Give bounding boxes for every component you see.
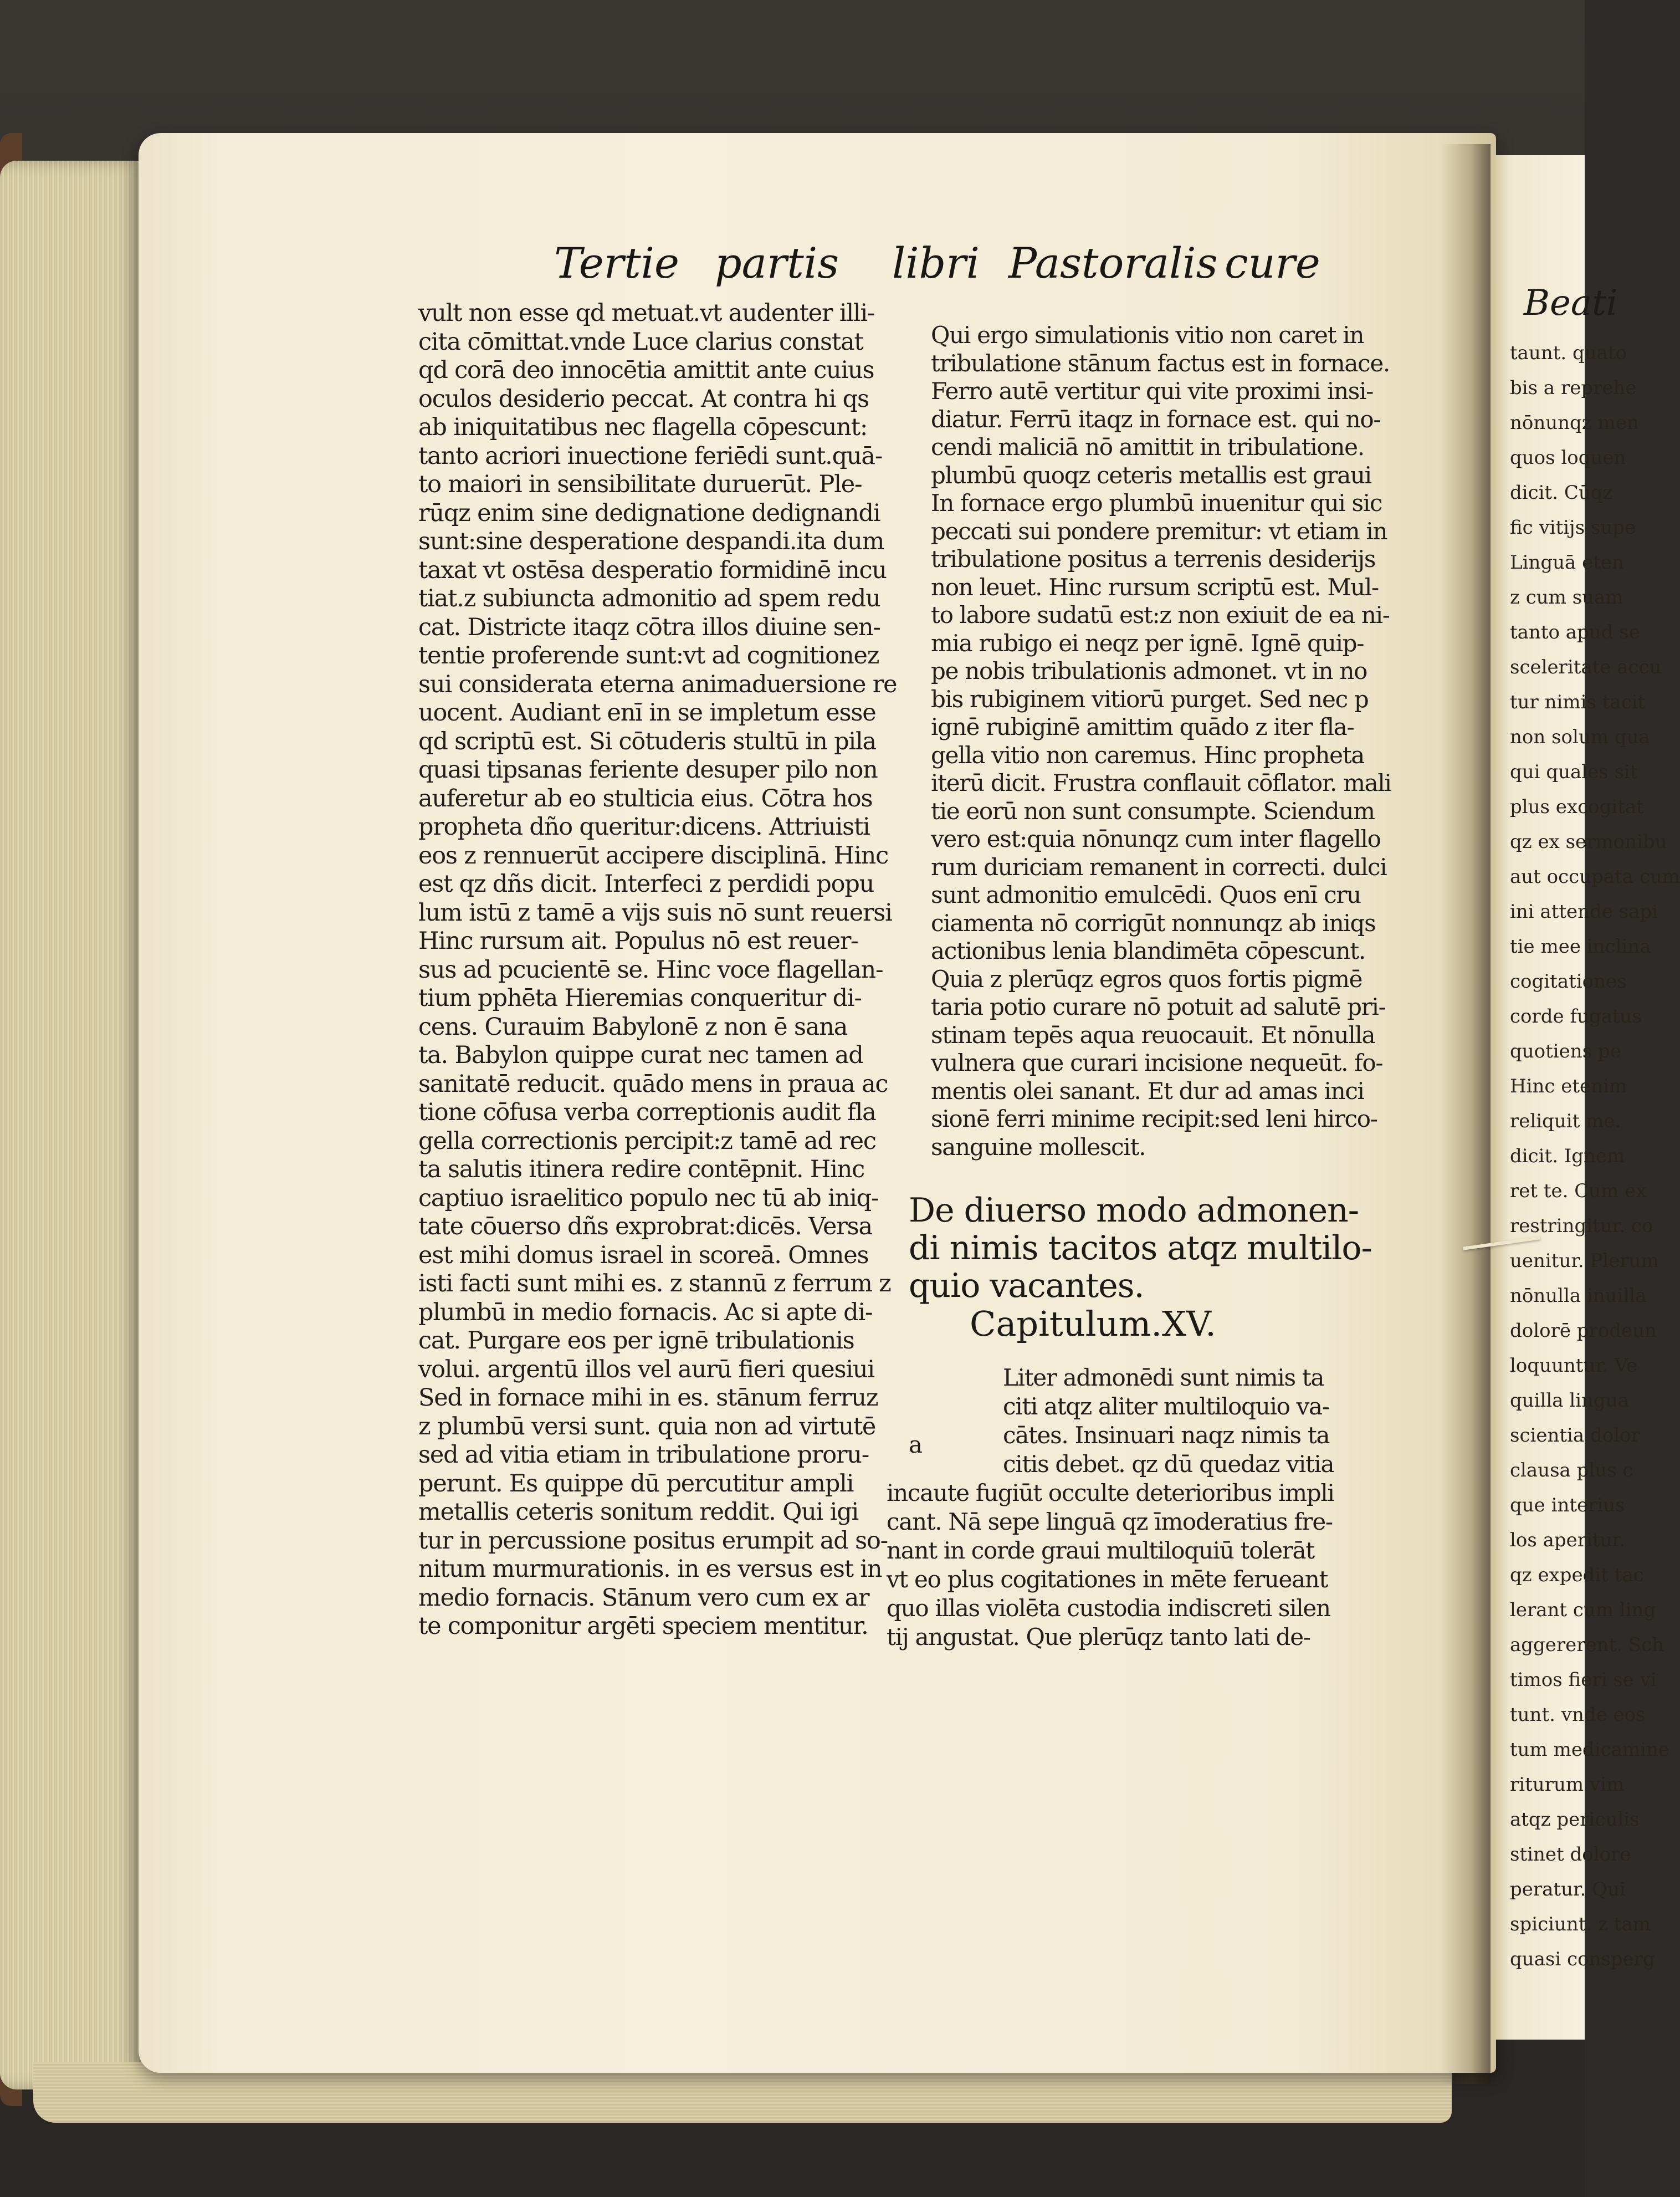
text-line: cens. Curauim Babylonē z non ē sana <box>418 1013 848 1041</box>
facing-page-line: aggererent. Sch <box>1510 1634 1664 1656</box>
facing-page-line: reliquit me. <box>1510 1110 1621 1132</box>
text-line: iterū dicit. Frustra conflauit cōflator. mali <box>931 769 1391 796</box>
chapter-heading-line: di nimis tacitos atqz multilo- <box>909 1229 1372 1268</box>
facing-page-line: Linguā eten <box>1510 551 1624 574</box>
text-line: rūqz enim sine dedignatione dedignandi <box>418 499 880 527</box>
facing-page-line: dicit. Cūqz <box>1510 482 1613 504</box>
text-line: citis debet. qz dū quedaz vitia <box>1003 1450 1334 1478</box>
text-line: z plumbū versi sunt. quia non ad virtutē <box>418 1412 876 1440</box>
text-line: tione cōfusa verba correptionis audit fla <box>418 1098 876 1126</box>
text-line: Ferro autē vertitur qui vite proximi insi- <box>931 377 1373 405</box>
text-line: tur in percussione positus erumpit ad so- <box>418 1526 888 1555</box>
facing-page-line: timos fieri se vi <box>1510 1669 1657 1691</box>
text-line: Hinc rursum ait. Populus nō est reuer- <box>418 927 858 955</box>
text-line: Quia z plerūqz egros quos fortis pigmē <box>931 965 1363 993</box>
text-line: perunt. Es quippe dū percutitur ampli <box>418 1469 854 1498</box>
facing-page-line: quilla lingua <box>1510 1389 1629 1412</box>
text-line: non leuet. Hinc rursum scriptū est. Mul- <box>931 573 1379 601</box>
text-line: vult non esse qd metuat.vt audenter illi- <box>418 299 875 327</box>
text-line: propheta dño queritur:dicens. Attriuisti <box>418 813 870 841</box>
gutter-shadow <box>1441 144 1491 2084</box>
text-line: pe nobis tribulationis admonet. vt in no <box>931 657 1367 684</box>
text-line: uocent. Audiant enī in se impletum esse <box>418 699 876 727</box>
text-line: metallis ceteris sonitum reddit. Qui igi <box>418 1498 859 1526</box>
text-line: cat. Districte itaqz cōtra illos diuine sen- <box>418 613 880 641</box>
text-line: eos z rennuerūt accipere disciplinā. Hinc <box>418 841 889 870</box>
facing-page-line: quotiens pe <box>1510 1040 1621 1062</box>
facing-page-line: tum medicamine <box>1510 1739 1670 1761</box>
text-line: cita cōmittat.vnde Luce clarius constat <box>418 328 863 356</box>
text-line: captiuo israelitico populo nec tū ab iniq- <box>418 1184 879 1212</box>
running-head-word: libri <box>892 238 980 288</box>
text-line: quasi tipsanas feriente desuper pilo non <box>418 756 878 784</box>
chapter-heading-line: De diuerso modo admonen- <box>909 1191 1359 1230</box>
facing-page-line: Hinc etenim <box>1510 1075 1627 1097</box>
facing-page-line: aut occupata cum <box>1510 866 1680 888</box>
text-line: actionibus lenia blandimēta cōpescunt. <box>931 937 1365 964</box>
left-text-column <box>418 299 911 1641</box>
facing-page-line: los aperitur. <box>1510 1529 1625 1551</box>
facing-page-line: scientia dolor <box>1510 1424 1640 1447</box>
text-line: sed ad vitia etiam in tribulatione proru- <box>418 1441 869 1469</box>
text-line: qd scriptū est. Si cōtuderis stultū in pila <box>418 727 876 755</box>
facing-page-line: atqz periculis <box>1510 1808 1640 1831</box>
text-line: taria potio curare nō potuit ad salutē pri- <box>931 993 1386 1020</box>
facing-page-line: plus excogitat <box>1510 796 1644 818</box>
text-line: medio fornacis. Stānum vero cum ex ar <box>418 1583 869 1612</box>
text-line: sunt:sine desperatione despandi.ita dum <box>418 528 884 555</box>
facing-page-line: qz expedit tac <box>1510 1564 1644 1586</box>
facing-recto-page <box>1491 155 1680 2040</box>
facing-page-line: qz ex sermonibu <box>1510 831 1667 853</box>
facing-page-line: taunt. quato <box>1510 342 1627 364</box>
text-line: quo illas violēta custodia indiscreti silen <box>887 1595 1330 1622</box>
facing-page-line: quos loquen <box>1510 447 1626 469</box>
text-line: tate cōuerso dñs exprobrat:dicēs. Versa <box>418 1213 872 1240</box>
text-line: tentie proferende sunt:vt ad cognitionez <box>418 642 879 670</box>
text-line: to labore sudatū est:z non exiuit de ea ni- <box>931 601 1390 629</box>
text-line: nitum murmurationis. in es versus est in <box>418 1555 882 1583</box>
facing-page-line: quasi consperg <box>1510 1948 1655 1970</box>
text-line: sanguine mollescit. <box>931 1133 1146 1161</box>
facing-page-line: non solum qua <box>1510 726 1650 748</box>
text-line: Sed in fornace mihi in es. stānum ferruz <box>418 1384 878 1412</box>
facing-page-line: dolorē prodeun <box>1510 1320 1657 1342</box>
facing-page-line: uenitur. Plerum <box>1510 1250 1659 1272</box>
text-line: te componitur argēti speciem mentitur. <box>418 1612 868 1640</box>
text-line: mia rubigo ei neqz per ignē. Ignē quip- <box>931 629 1364 657</box>
text-line: tij angustat. Que plerūqz tanto lati de- <box>887 1623 1310 1651</box>
text-line: stinam tepēs aqua reuocauit. Et nōnulla <box>931 1021 1375 1049</box>
text-line: tribulatione stānum factus est in fornace. <box>931 349 1390 377</box>
book-page-block-left <box>0 161 144 2089</box>
text-line: Qui ergo simulationis vitio non caret in <box>931 321 1364 349</box>
facing-page-line: fic vitijs supe <box>1510 517 1636 539</box>
chapter-heading-line: quio vacantes. <box>909 1266 1144 1305</box>
text-line: citi atqz aliter multiloquio va- <box>1003 1393 1329 1420</box>
chapter-number: Capitulum.XV. <box>970 1304 1216 1344</box>
facing-page-line: ini attende sapi <box>1510 901 1658 923</box>
facing-page-title: Beati <box>1524 283 1618 324</box>
text-line: est qz dñs dicit. Interfeci z perdidi popu <box>418 870 874 898</box>
text-line: incaute fugiūt occulte deterioribus impli <box>887 1479 1334 1506</box>
text-line: plumbū quoqz ceteris metallis est graui <box>931 461 1371 489</box>
text-line: vero est:quia nōnunqz cum inter flagello <box>931 825 1381 852</box>
text-line: mentis olei sanant. Et dur ad amas inci <box>931 1077 1364 1105</box>
text-line: auferetur ab eo stulticia eius. Cōtra hos <box>418 784 873 813</box>
text-line: cant. Nā sepe linguā qz īmoderatius fre- <box>887 1508 1333 1535</box>
right-text-column <box>931 321 1391 1161</box>
text-line: vulnera que curari incisione nequeūt. fo- <box>931 1049 1383 1076</box>
text-line: sionē ferri minime recipit:sed leni hirco- <box>931 1105 1377 1132</box>
text-line: tie eorū non sunt consumpte. Sciendum <box>931 797 1375 825</box>
running-head-word: Tertie <box>554 238 679 288</box>
facing-page-line: loquuntur. Ve <box>1510 1355 1638 1377</box>
text-line: tribulatione positus a terrenis desiderijs <box>931 545 1376 573</box>
text-line: lum istū z tamē a vijs suis nō sunt reuersi <box>418 898 892 927</box>
text-line: In fornace ergo plumbū inuenitur qui sic <box>931 489 1382 517</box>
facing-page-line: tanto apud se <box>1510 621 1640 643</box>
text-line: ignē rubiginē amittim quādo z iter fla- <box>931 713 1354 740</box>
text-line: to maiori in sensibilitate duruerūt. Ple- <box>418 471 862 498</box>
text-line: sunt admonitio emulcēdi. Quos enī cru <box>931 881 1361 908</box>
facing-page-line: lerant cum ling <box>1510 1599 1656 1621</box>
facing-page-line: riturum vim <box>1510 1774 1625 1796</box>
text-line: sui considerata eterna animaduersione re <box>418 670 897 698</box>
facing-page-line: stinet dolore <box>1510 1843 1631 1866</box>
text-line: ta salutis itinera redire contēpnit. Hinc <box>418 1156 865 1183</box>
text-line: gella vitio non caremus. Hinc propheta <box>931 741 1365 769</box>
text-line: gella correctionis percipit:z tamē ad rec <box>418 1127 876 1155</box>
running-head <box>554 238 1330 305</box>
facing-page-line: cogitationes <box>1510 970 1627 993</box>
text-line: rum duriciam remanent in correcti. dulci <box>931 853 1387 881</box>
text-line: bis rubiginem vitiorū purget. Sed nec p <box>931 685 1369 713</box>
text-line: Liter admonēdi sunt nimis ta <box>1003 1364 1324 1391</box>
text-line: qd corā deo innocētia amittit ante cuius <box>418 356 874 384</box>
margin-marker: a <box>909 1431 923 1458</box>
text-line: volui. argentū illos vel aurū fieri quesiui <box>418 1355 874 1383</box>
running-head-word: partis <box>715 238 839 288</box>
text-line: sanitatē reducit. quādo mens in praua ac <box>418 1070 888 1098</box>
facing-page-line: tur nimis tacit <box>1510 691 1646 713</box>
running-head-word: Pastoralis <box>1008 238 1218 288</box>
facing-page-line: dicit. Ignem <box>1510 1145 1625 1167</box>
facing-page-line: corde fugatus <box>1510 1005 1642 1028</box>
facing-page-line: z cum suam <box>1510 586 1623 609</box>
facing-page-line: ret te. Cum ex <box>1510 1180 1647 1202</box>
text-line: plumbū in medio fornacis. Ac si apte di- <box>418 1298 873 1326</box>
text-line: cātes. Insinuari naqz nimis ta <box>1003 1422 1330 1449</box>
facing-page-line: nōnunqz men <box>1510 412 1639 434</box>
text-line: nant in corde graui multiloquiū tolerāt <box>887 1537 1314 1564</box>
chapter-heading <box>909 1191 1372 1344</box>
facing-page-line: qui quales sit <box>1510 761 1638 783</box>
text-line: peccati sui pondere premitur: vt etiam in <box>931 517 1387 545</box>
running-head-word: cure <box>1225 238 1320 288</box>
text-line: ab iniquitatibus nec flagella cōpescunt: <box>418 413 868 441</box>
text-line: tium pphēta Hieremias conqueritur di- <box>418 984 862 1012</box>
facing-page-line: spiciunt. z tam <box>1510 1913 1651 1935</box>
text-line: tiat.z subiuncta admonitio ad spem redu <box>418 585 880 612</box>
facing-page-line: tunt. vnde eos <box>1510 1704 1646 1726</box>
facing-page-line: nōnulla inuilla <box>1510 1285 1647 1307</box>
facing-page-line: restringitur. co <box>1510 1215 1653 1237</box>
text-line: ciamenta nō corrigūt nonnunqz ab iniqs <box>931 909 1376 937</box>
facing-page-line: peratur. Qui <box>1510 1878 1626 1900</box>
text-line: cat. Purgare eos per ignē tribulationis <box>418 1327 854 1355</box>
chapter-body-text <box>887 1363 1363 1652</box>
text-line: vt eo plus cogitationes in mēte ferueant <box>887 1566 1328 1593</box>
facing-page-line: sceleritate accu <box>1510 656 1662 678</box>
facing-page-line: bis a reprehe <box>1510 377 1637 399</box>
facing-page-line: tie mee inclina <box>1510 936 1651 958</box>
text-line: tanto acriori inuectione feriēdi sunt.quā- <box>418 442 883 470</box>
text-line: isti facti sunt mihi es. z stannū z ferrum z <box>418 1270 891 1297</box>
text-line: cendi maliciā nō amittit in tribulatione. <box>931 433 1364 461</box>
text-line: oculos desiderio peccat. At contra hi qs <box>418 385 869 413</box>
text-line: sus ad pcucientē se. Hinc voce flagellan- <box>418 956 883 984</box>
text-line: taxat vt ostēsa desperatio formidinē incu <box>418 556 887 584</box>
text-line: diatur. Ferrū itaqz in fornace est. qui no- <box>931 405 1381 433</box>
facing-page-line: clausa plus c <box>1510 1459 1633 1481</box>
facing-page-line: que interius <box>1510 1494 1625 1516</box>
text-line: est mihi domus israel in scoreā. Omnes <box>418 1241 869 1269</box>
text-line: ta. Babylon quippe curat nec tamen ad <box>418 1041 863 1069</box>
